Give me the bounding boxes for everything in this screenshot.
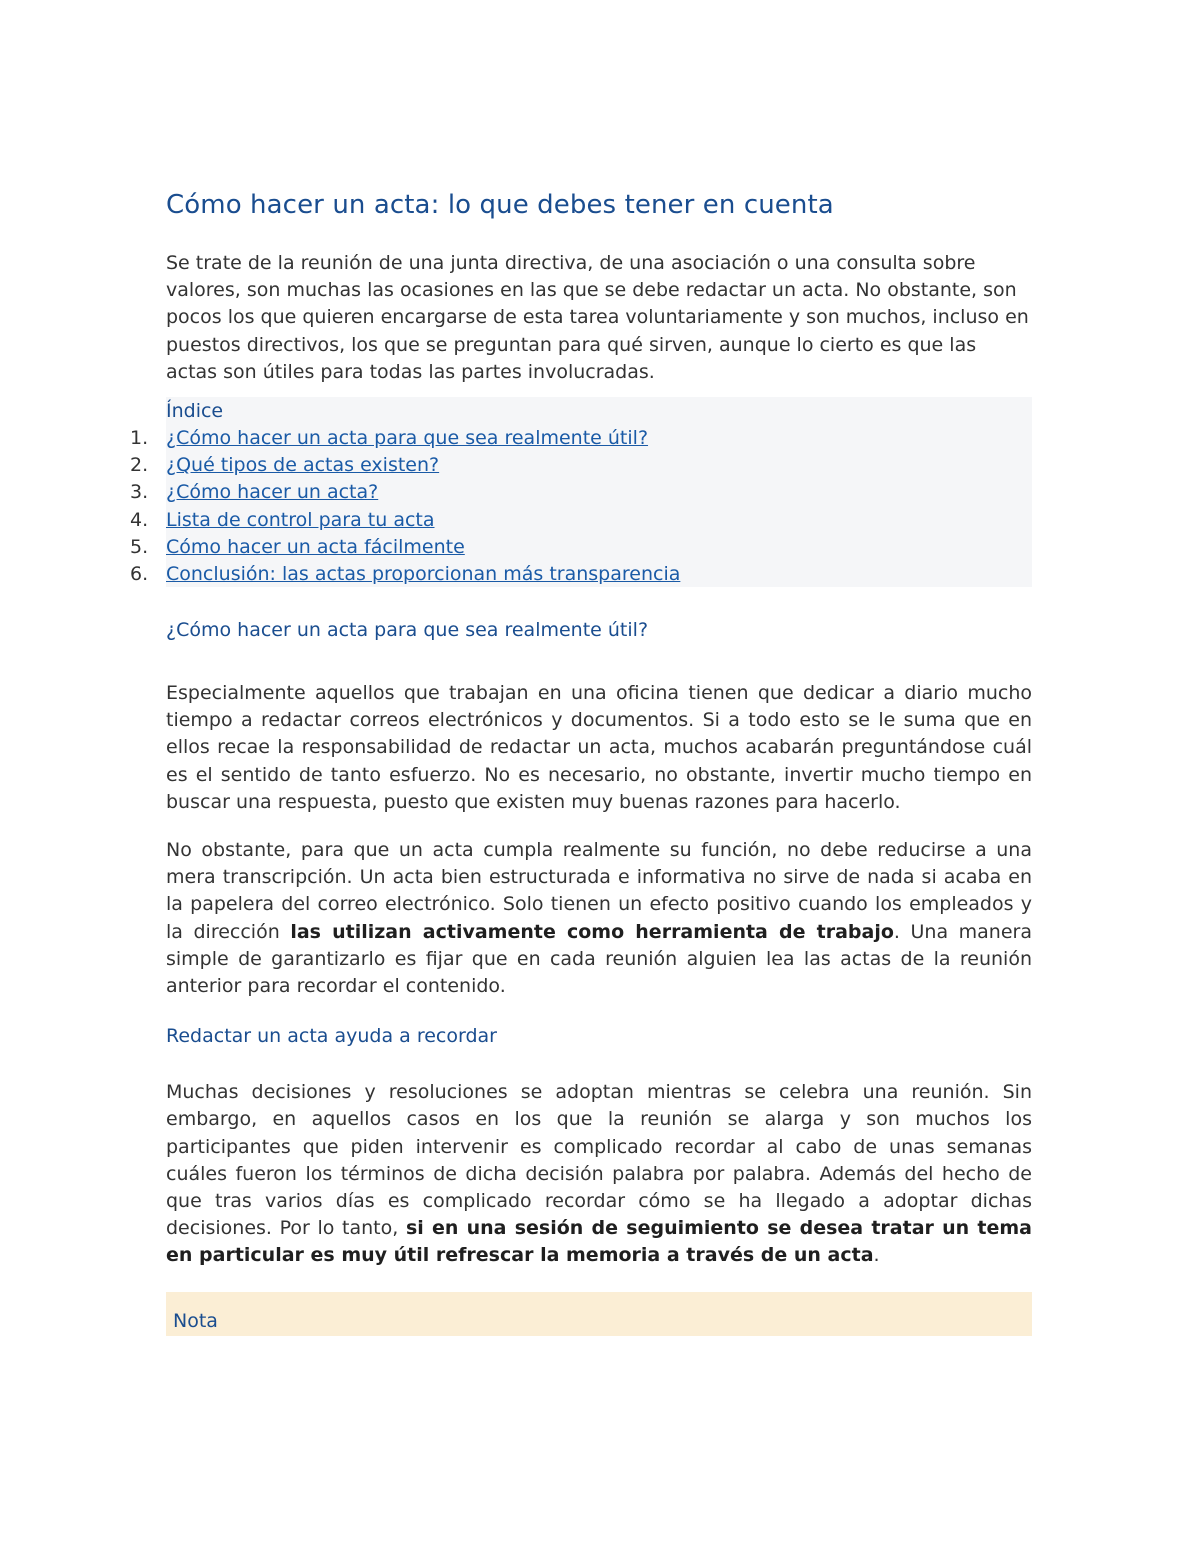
toc-link-easy-minutes[interactable]: Cómo hacer un acta fácilmente: [166, 535, 465, 558]
page-title: Cómo hacer un acta: lo que debes tener en cuenta: [166, 190, 834, 220]
section-heading-useful-minutes: ¿Cómo hacer un acta para que sea realmente útil?: [166, 619, 649, 642]
toc-item-number: 2.: [130, 454, 149, 477]
toc-item: [130, 507, 1032, 534]
toc-item-number: 4.: [130, 508, 149, 531]
section1-paragraph-1: Especialmente aquellos que trabajan en una oficina tienen que dedicar a diario mucho tiempo a redactar correos electrónicos y documentos. Si a todo esto se le suma que en ellos recae la responsabilidad de redactar un acta, muchos acabarán preguntándose cuál es el sentido de tanto esfuerzo. No es necesario, no obstante, invertir mucho tiempo en buscar una respuesta, puesto que existen muy buenas razones para hacerlo.: [166, 682, 1032, 813]
paragraph-text: . Una manera simple de garantizarlo es fijar que en cada reunión alguien lea las actas de la reunión anterior para recordar el contenido.: [166, 920, 1032, 998]
toc-link-useful-minutes[interactable]: ¿Cómo hacer un acta para que sea realmente útil?: [166, 427, 649, 450]
toc-item: [130, 452, 1032, 479]
toc-list: [130, 425, 1032, 588]
note-title: Nota: [173, 1309, 218, 1332]
toc-item: [130, 479, 1032, 506]
paragraph-bold-text: las utilizan activamente como herramienta de trabajo: [290, 920, 894, 943]
paragraph-text: .: [873, 1244, 880, 1267]
toc-link-how-to-write[interactable]: ¿Cómo hacer un acta?: [166, 481, 379, 504]
toc-item: [130, 561, 1032, 588]
toc-item-number: 3.: [130, 481, 149, 504]
document-content: [130, 186, 1032, 1336]
toc-item: [130, 534, 1032, 561]
paragraph-text: Muchas decisiones y resoluciones se adoptan mientras se celebra una reunión. Sin embargo, en aquellos casos en los que la reunión se alarga y son muchos los participantes que piden intervenir es complicado recordar al cabo de unas semanas cuáles fueron los términos de dicha decisión palabra por palabra. Además del hecho de que tras varios días es complicado recordar cómo se ha llegado a adoptar dichas decisiones. Por lo tanto,: [166, 1081, 1032, 1240]
toc-item-number: 5.: [130, 535, 149, 558]
toc-link-conclusion[interactable]: Conclusión: las actas proporcionan más transparencia: [166, 563, 681, 586]
section1-paragraph-2: [166, 837, 1032, 1000]
paragraph-bold-text: si en una sesión de seguimiento se desea tratar un tema en particular es muy útil refrescar la memoria a través de un acta: [166, 1217, 1032, 1267]
table-of-contents: [130, 397, 1032, 587]
note-box: [166, 1292, 1032, 1336]
toc-link-types-of-minutes[interactable]: ¿Qué tipos de actas existen?: [166, 454, 440, 477]
toc-item: [130, 425, 1032, 452]
toc-item-number: 1.: [130, 427, 149, 450]
section-heading-remember: Redactar un acta ayuda a recordar: [166, 1025, 497, 1048]
section2-paragraph: [166, 1079, 1032, 1269]
paragraph-text: No obstante, para que un acta cumpla realmente su función, no debe reducirse a una mera transcripción. Un acta bien estructurada e informativa no sirve de nada si acaba en la papelera del correo electrónico. Solo tienen un efecto positivo cuando los empleados y la dirección: [166, 839, 1032, 943]
toc-link-checklist[interactable]: Lista de control para tu acta: [166, 508, 435, 531]
intro-paragraph: Se trate de la reunión de una junta directiva, de una asociación o una consulta sobre valores, son muchas las ocasiones en las que se debe redactar un acta. No obstante, son pocos los que quieren encargarse de esta tarea voluntariamente y son muchos, incluso en puestos directivos, los que se preguntan para qué sirven, aunque lo cierto es que las actas son útiles para todas las partes involucradas.: [166, 252, 1029, 383]
toc-item-number: 6.: [130, 563, 149, 586]
toc-title: Índice: [166, 400, 224, 423]
